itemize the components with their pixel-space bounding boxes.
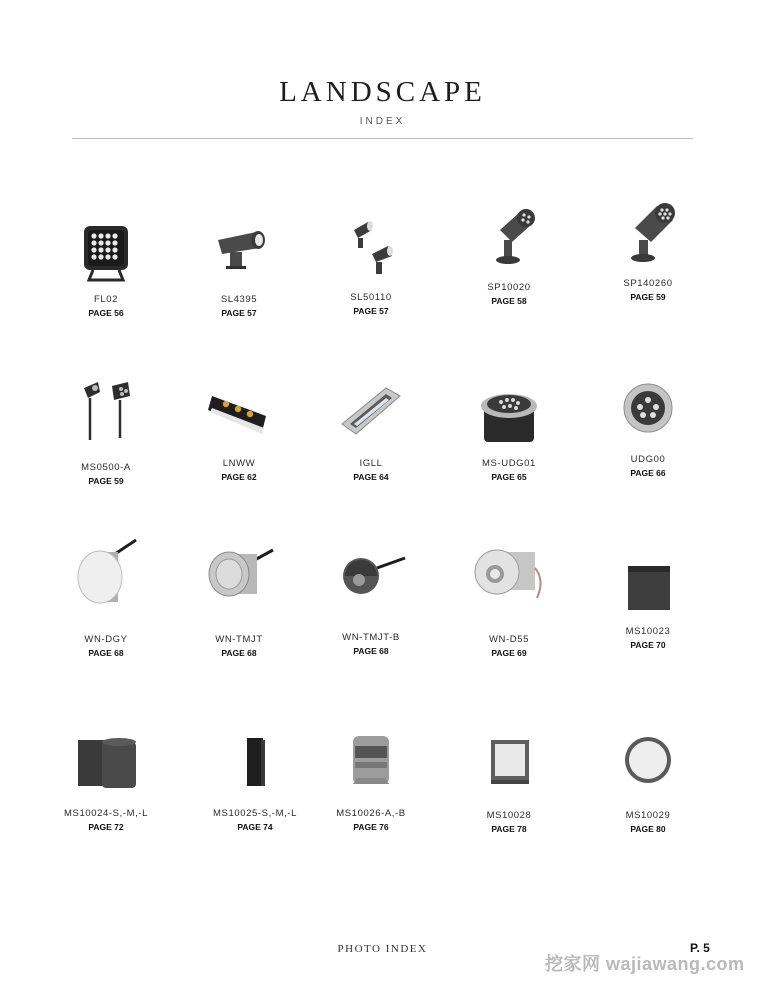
linear-inground-icon [336,382,406,454]
product-model: MS10023 [625,626,671,637]
watermark: 挖家网 wajiawang.com [545,954,745,974]
product-model: UDG00 [630,454,666,465]
product-page: PAGE 58 [491,296,527,306]
product-sl4395[interactable] [174,218,304,318]
product-model: SL50110 [350,292,392,303]
product-model: IGLL [359,458,383,469]
led-spotlight-large-icon [613,202,683,274]
product-page: PAGE 66 [630,468,666,478]
product-page: PAGE 69 [491,648,527,658]
product-page: PAGE 68 [353,646,389,656]
product-page: PAGE 64 [353,472,389,482]
square-bulkhead-icon [474,736,544,806]
product-igll[interactable] [306,382,436,482]
product-wn-dgy[interactable] [41,532,171,658]
product-sl50110[interactable] [306,216,436,316]
cylinder-wall-light-icon [66,732,146,804]
product-wn-tmjt[interactable] [174,538,304,658]
product-sp140260[interactable] [583,202,713,302]
product-model: MS10028 [486,810,532,821]
product-model: SP140260 [623,278,673,289]
page-title: LANDSCAPE [279,76,486,108]
square-wall-light-icon [613,562,683,622]
round-inground-icon [613,378,683,450]
product-model: WN-D55 [488,634,530,645]
product-ms10029[interactable] [583,736,713,834]
page-subtitle: INDEX [359,116,406,127]
frosted-step-light-icon [66,532,146,630]
product-page: PAGE 57 [353,306,389,316]
linear-wall-washer-icon [204,382,274,454]
product-model: WN-DGY [84,634,128,645]
product-fl02[interactable] [41,218,171,318]
spike-light-pair-icon [66,378,146,458]
product-model: SL4395 [220,294,258,305]
product-page: PAGE 72 [88,822,124,832]
product-ms10028[interactable] [444,736,574,834]
product-model: WN-TMJT [215,634,263,645]
page-number: P. 5 [690,941,710,955]
product-wn-tmjt-b[interactable] [306,544,436,656]
product-model: MS10025-S,-M,-L [213,808,297,819]
inground-uplight-icon [474,382,544,454]
footer-title: PHOTO INDEX [337,943,428,955]
product-page: PAGE 57 [221,308,257,318]
header-divider [72,138,693,139]
eyelid-step-light-icon [331,544,411,628]
product-page: PAGE 80 [630,824,666,834]
product-model: MS-UDG01 [482,458,536,469]
product-page: PAGE 78 [491,824,527,834]
product-udg00[interactable] [583,378,713,478]
product-wn-d55[interactable] [444,540,574,658]
product-page: PAGE 59 [88,476,124,486]
product-page: PAGE 70 [630,640,666,650]
product-lnww[interactable] [174,382,304,482]
recessed-spot-icon [469,540,549,630]
product-ms10026[interactable] [306,732,436,832]
product-model: MS10026-A,-B [336,808,406,819]
product-model: SP10020 [487,282,531,293]
floodlight-icon [71,218,141,290]
product-page: PAGE 76 [353,822,389,832]
louvered-wall-light-icon [331,732,411,804]
product-page: PAGE 56 [88,308,124,318]
product-page: PAGE 68 [88,648,124,658]
product-model: FL02 [93,294,119,305]
product-ms0500-a[interactable] [41,378,171,486]
product-model: WN-TMJT-B [342,632,400,643]
product-page: PAGE 62 [221,472,257,482]
led-spotlight-icon [474,206,544,278]
product-ms10025[interactable] [190,732,320,832]
product-page: PAGE 65 [491,472,527,482]
product-model: MS10024-S,-M,-L [64,808,148,819]
product-model: LNWW [222,458,256,469]
product-model: MS0500-A [81,462,131,473]
spotlight-icon [204,218,274,290]
product-ms-udg01[interactable] [444,382,574,482]
step-light-icon [199,538,279,630]
product-page: PAGE 59 [630,292,666,302]
product-ms10024[interactable] [41,732,171,832]
product-ms10023[interactable] [583,562,713,650]
mini-spotlight-pair-icon [336,216,406,288]
round-bulkhead-icon [613,736,683,806]
product-page: PAGE 68 [221,648,257,658]
product-page: PAGE 74 [237,822,273,832]
slim-wall-light-icon [205,732,305,804]
product-model: MS10029 [625,810,671,821]
product-sp10020[interactable] [444,206,574,306]
